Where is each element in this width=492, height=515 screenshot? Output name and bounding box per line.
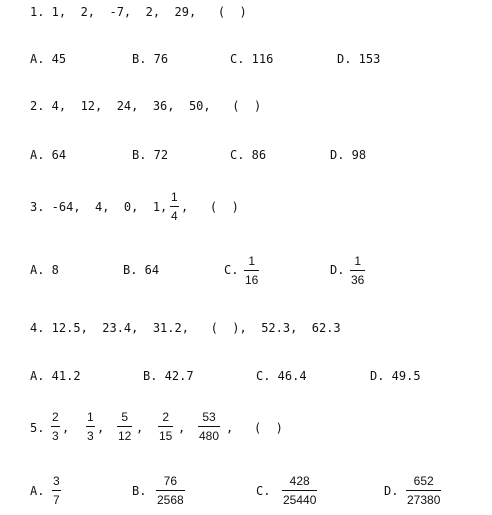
q5-fraction-3 [117, 410, 132, 444]
q4-option-d: D. 49.5 [370, 369, 421, 383]
question-3-suffix: , ( ) [181, 200, 239, 214]
q4-option-c: C. 46.4 [256, 369, 307, 383]
q5-fraction-3-denominator: 12 [118, 429, 132, 443]
q5-answer-blank: ( ) [254, 421, 283, 435]
question-1-text: 1. 1, 2, -7, 2, 29, ( ) [30, 5, 247, 19]
q5-fraction-4-denominator: 15 [159, 429, 173, 443]
q5-fraction-1-numerator: 2 [52, 410, 59, 424]
q5-option-c-fraction [282, 474, 317, 508]
q3-fraction [170, 190, 179, 224]
q5-option-a-numerator: 3 [53, 474, 60, 488]
q5-option-d-label: D. [384, 484, 399, 498]
q5-option-b-numerator: 76 [163, 474, 178, 488]
q3-option-d-denominator: 36 [351, 273, 365, 287]
q5-fraction-2 [86, 410, 95, 444]
fraction-bar [117, 426, 132, 427]
q5-option-a-label: A. [30, 484, 45, 498]
q5-option-c-label: C. [256, 484, 271, 498]
comma: , [226, 421, 234, 435]
fraction-bar [198, 426, 220, 427]
comma: , [97, 421, 105, 435]
q2-option-a: A. 64 [30, 148, 67, 162]
q3-option-d-label: D. [330, 263, 345, 277]
q3-option-c-denominator: 16 [245, 273, 259, 287]
q5-option-a-fraction [52, 474, 61, 508]
q3-option-d-fraction [350, 254, 365, 288]
q5-fraction-4-numerator: 2 [162, 410, 170, 424]
q5-fraction-5 [198, 410, 220, 444]
q5-option-c-denominator: 25440 [283, 493, 317, 507]
q5-fraction-3-numerator: 5 [121, 410, 129, 424]
q5-option-b-label: B. [132, 484, 147, 498]
q5-option-b-fraction [156, 474, 185, 508]
q5-fraction-4 [158, 410, 173, 444]
comma: , [178, 421, 186, 435]
q5-option-d-fraction [406, 474, 441, 508]
q1-option-c: C. 116 [230, 52, 274, 66]
q5-option-c-numerator: 428 [289, 474, 310, 488]
q3-option-c-numerator: 1 [248, 254, 256, 268]
q5-option-b-denominator: 2568 [157, 493, 184, 507]
q3-fraction-denominator: 4 [171, 209, 178, 223]
q4-option-b: B. 42.7 [143, 369, 194, 383]
fraction-bar [52, 490, 61, 491]
question-5-prefix: 5. [30, 421, 45, 435]
fraction-bar [170, 206, 179, 207]
q2-option-d: D. 98 [330, 148, 367, 162]
q5-option-a-denominator: 7 [53, 493, 60, 507]
question-3-prefix: 3. -64, 4, 0, 1, [30, 200, 168, 214]
question-2-text: 2. 4, 12, 24, 36, 50, ( ) [30, 99, 262, 113]
q5-fraction-2-numerator: 1 [87, 410, 94, 424]
comma: , [136, 421, 144, 435]
question-4-text: 4. 12.5, 23.4, 31.2, ( ), 52.3, 62.3 [30, 321, 341, 335]
fraction-bar [406, 490, 441, 491]
q3-option-d-numerator: 1 [354, 254, 362, 268]
q5-fraction-5-numerator: 53 [202, 410, 216, 424]
q1-option-d: D. 153 [337, 52, 381, 66]
fraction-bar [51, 426, 60, 427]
q5-fraction-1-denominator: 3 [52, 429, 59, 443]
q2-option-b: B. 72 [132, 148, 169, 162]
q5-fraction-2-denominator: 3 [87, 429, 94, 443]
fraction-bar [86, 426, 95, 427]
q2-option-c: C. 86 [230, 148, 267, 162]
q5-fraction-5-denominator: 480 [199, 429, 220, 443]
comma: , [62, 421, 70, 435]
q3-option-c-fraction [244, 254, 259, 288]
fraction-bar [244, 270, 259, 271]
q3-fraction-numerator: 1 [171, 190, 178, 204]
fraction-bar [158, 426, 173, 427]
q5-option-d-numerator: 652 [413, 474, 434, 488]
fraction-bar [282, 490, 317, 491]
q1-option-b: B. 76 [132, 52, 169, 66]
fraction-bar [350, 270, 365, 271]
q1-option-a: A. 45 [30, 52, 67, 66]
q5-fraction-1 [51, 410, 60, 444]
q3-option-a: A. 8 [30, 263, 59, 277]
q5-option-d-denominator: 27380 [407, 493, 441, 507]
q3-option-c-label: C. [224, 263, 239, 277]
fraction-bar [156, 490, 185, 491]
q4-option-a: A. 41.2 [30, 369, 81, 383]
q3-option-b: B. 64 [123, 263, 160, 277]
